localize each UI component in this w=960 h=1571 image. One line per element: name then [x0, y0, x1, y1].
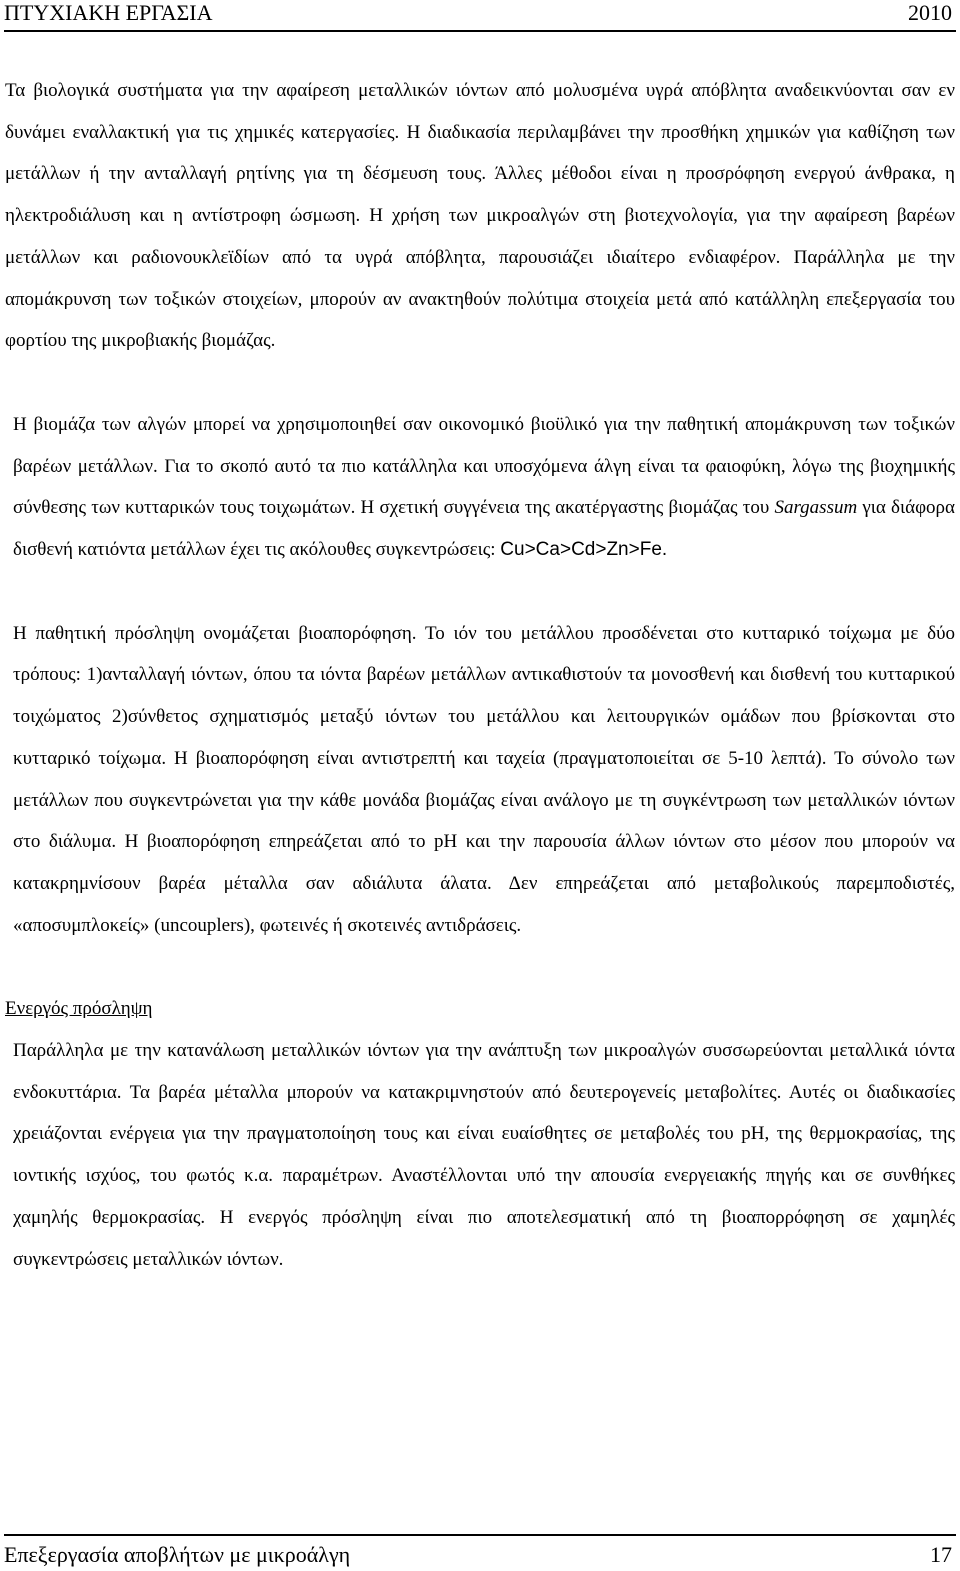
header-year: 2010 — [908, 0, 952, 25]
page-header — [4, 0, 956, 32]
footer-title: Επεξεργασία αποβλήτων με μικροάλγη — [4, 1542, 351, 1567]
paragraph-2-text-start: Η βιομάζα των αλγών μπορεί να χρησιμοποιηθεί σαν οικονομικό βιοϋλικό για την παθητική απομάκρυνση των τοξικών βαρέων μετάλλων. Για το σκοπό αυτό τα πιο κατάλληλα και υποσχόμενα άλγη είναι τα φαιοφύκη, λόγω της βιοχημικής σύνθεσης των κυτταρικών τους τοιχωμάτων. Η σχετική συγγένεια της ακατέργαστης βιομάζας του — [13, 413, 955, 519]
page-number: 17 — [930, 1542, 952, 1567]
species-name: Sargassum — [774, 497, 858, 519]
paragraph-4: Παράλληλα με την κατανάλωση μεταλλικών ιόντων για την ανάπτυξη των μικροαλγών συσσωρεύονται μεταλλικά ιόντα ενδοκυττάρια. Τα βαρέα μέταλλα μπορούν να κατακριμνηστούν από δευτερογενείς μεταβολίτες. Αυτές οι διαδικασίες χρειάζονται ενέργεια για την πραγματοποίηση τους και είναι ευαίσθητες σε μεταβολές του pH, της θερμοκρασίας, της ιοντικής ισχύος, του φωτός κ.α. παραμέτρων. Αναστέλλονται υπό την απουσία ενεργειακής πηγής και σε συνθήκες χαμηλής θερμοκρασίας. Η ενεργός πρόσληψη είναι πιο αποτελεσματική από τη βιοαπορρόφηση σε χαμηλές συγκεντρώσεις μεταλλικών ιόντων. — [13, 1040, 955, 1270]
paragraph-2 — [5, 404, 955, 571]
affinity-series: Cu>Ca>Cd>Zn>Fe. — [500, 539, 668, 561]
section-heading-wrapper — [5, 988, 955, 1030]
page-footer — [4, 1534, 956, 1570]
paragraph-3: Η παθητική πρόσληψη ονομάζεται βιοαπορόφηση. Το ιόν του μετάλλου προσδένεται στο κυτταρικό τοίχωμα με δύο τρόπους: 1)ανταλλαγή ιόντων, όπου τα ιόντα βαρέων μετάλλων αντικαθιστούν τα μονοσθενή και δισθενή του κυτταρικού τοιχώματος 2)σύνθετος σχηματισμός μεταξύ ιόντων του μετάλλου και λειτουργικών ομάδων που βρίσκονται στο κυτταρικό τοίχωμα. Η βιοαπορόφηση είναι αντιστρεπτή και ταχεία (πραγματοποιείται σε 5-10 λεπτά). Το σύνολο των μετάλλων που συγκεντρώνεται για την κάθε μονάδα βιομάζας είναι ανάλογο με τη συγκέντρωση των μεταλλικών ιόντων στο διάλυμα. Η βιοαπορόφηση επηρεάζεται από το pH και την παρουσία άλλων ιόντων στο μέσον που μπορούν να κατακρημνίσουν βαρέα μέταλλα σαν αδιάλυτα άλατα. Δεν επηρεάζεται από μεταβολικούς παρεμποδιστές, «αποσυμπλοκείς» (uncouplers), φωτεινές ή σκοτεινές αντιδράσεις. — [13, 622, 955, 936]
paragraph-1: Τα βιολογικά συστήματα για την αφαίρεση μεταλλικών ιόντων από μολυσμένα υγρά απόβλητα αναδεικνύονται σαν εν δυνάμει εναλλακτική για τις χημικές κατεργασίες. Η διαδικασία περιλαμβάνει την προσθήκη χημικών για καθίζηση των μετάλλων ή την ανταλλαγή ρητίνης για τη δέσμευση τους. Άλλες μέθοδοι είναι η προσρόφηση ενεργού άνθρακα, η ηλεκτροδιάλυση και η αντίστροφη ώσμωση. Η χρήση των μικροαλγών στη βιοτεχνολογία, για την αφαίρεση βαρέων μετάλλων και ραδιονουκλεϊδίων από τα υγρά απόβλητα, παρουσιάζει ιδιαίτερο ενδιαφέρον. Παράλληλα με την απομάκρυνση των τοξικών στοιχείων, μπορούν αν ανακτηθούν πολύτιμα στοιχεία μετά από κατάλληλη επεξεργασία του φορτίου της μικροβιακής βιομάζας. — [5, 80, 955, 352]
header-title: ΠΤΥΧΙΑΚΗ ΕΡΓΑΣΙΑ — [4, 0, 213, 25]
section-heading: Ενεργός πρόσληψη — [5, 998, 153, 1020]
paragraph-2-text-mid: για διάφορα δισθενή κατιόντα μετάλλων έχει τις ακόλουθες συγκεντρώσεις: — [13, 497, 955, 561]
document-body — [5, 70, 955, 1280]
